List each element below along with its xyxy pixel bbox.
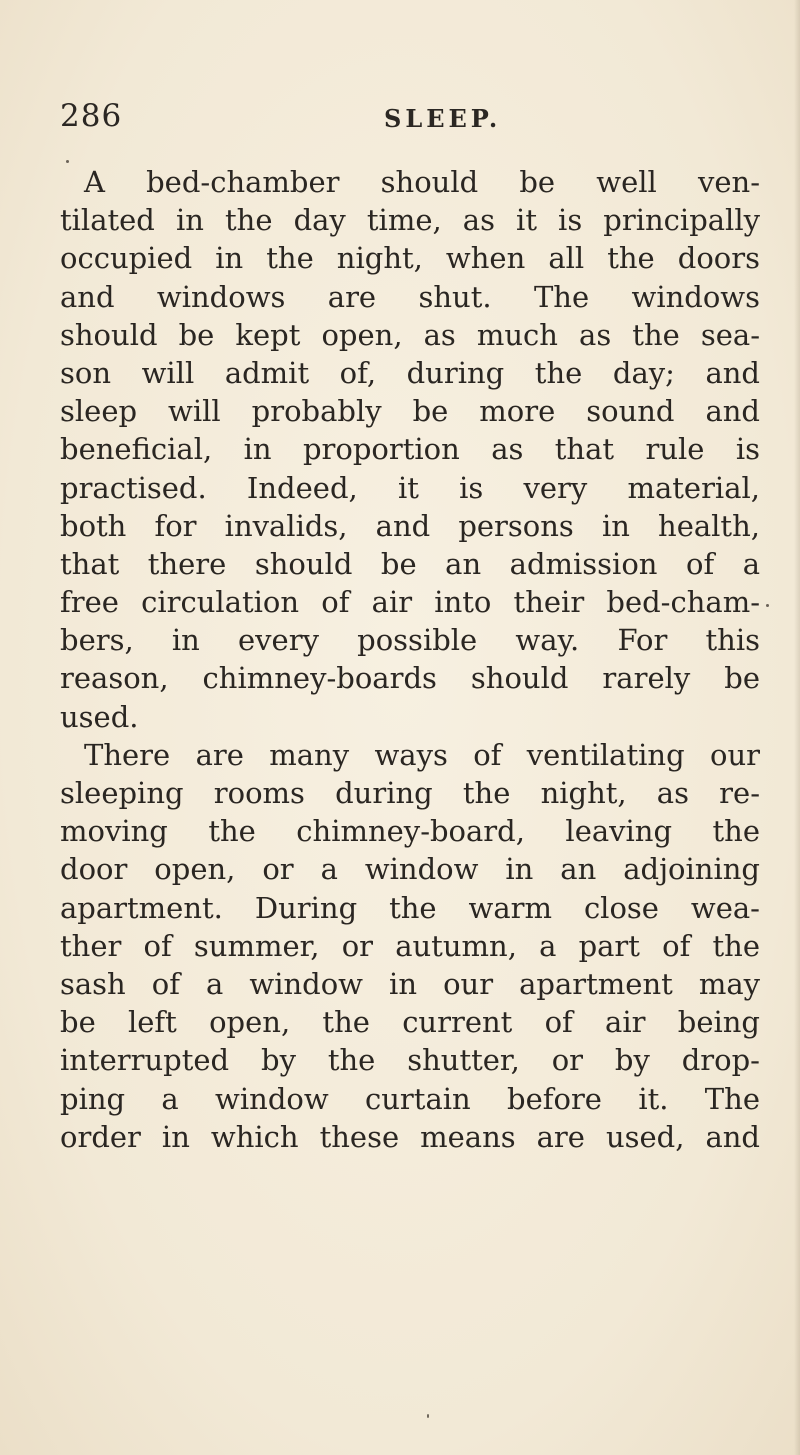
text-line: A bed-chamber should be well ven- <box>84 165 760 199</box>
text-line: be left open, the current of air being <box>60 1005 760 1040</box>
text-line: apartment. During the warm close wea- <box>60 890 760 925</box>
running-head <box>60 98 760 142</box>
running-title: SLEEP. <box>384 104 502 133</box>
paper-speck <box>766 604 769 607</box>
text-line: used. <box>60 699 139 734</box>
text-line: order in which these means are used, and <box>60 1119 760 1154</box>
text-line: occupied in the night, when all the doors <box>60 241 760 276</box>
text-line: tilated in the day time, as it is principally <box>60 203 760 238</box>
text-line: both for invalids, and persons in health, <box>60 508 760 543</box>
page-edge-shadow <box>794 0 800 1455</box>
text-line: door open, or a window in an adjoining <box>60 852 760 887</box>
text-line: son will admit of, during the day; and <box>60 355 760 390</box>
text-line: moving the chimney-board, leaving the <box>60 814 760 849</box>
text-line: There are many ways of ventilating our <box>84 737 760 772</box>
text-line: beneficial, in proportion as that rule is <box>60 432 760 467</box>
text-line: ping a window curtain before it. The <box>60 1081 760 1116</box>
paper-speck <box>66 160 69 163</box>
text-line: sleeping rooms during the night, as re- <box>60 776 760 810</box>
body-text <box>60 163 760 1156</box>
text-line: free circulation of air into their bed-cham- <box>60 585 760 620</box>
text-line: practised. Indeed, it is very material, <box>60 470 760 505</box>
text-line: interrupted by the shutter, or by drop- <box>60 1043 760 1078</box>
text-line: sash of a window in our apartment may <box>60 966 760 1001</box>
page-number: 286 <box>60 98 123 134</box>
text-line: reason, chimney-boards should rarely be <box>60 661 760 696</box>
text-line: that there should be an admission of a <box>60 546 760 581</box>
text-line: should be kept open, as much as the sea- <box>60 317 760 352</box>
text-line: ther of summer, or autumn, a part of the <box>60 928 760 963</box>
text-line: sleep will probably be more sound and <box>60 394 760 429</box>
paper-speck <box>427 1414 429 1418</box>
text-line: bers, in every possible way. For this <box>60 623 760 658</box>
text-line: and windows are shut. The windows <box>60 279 760 314</box>
